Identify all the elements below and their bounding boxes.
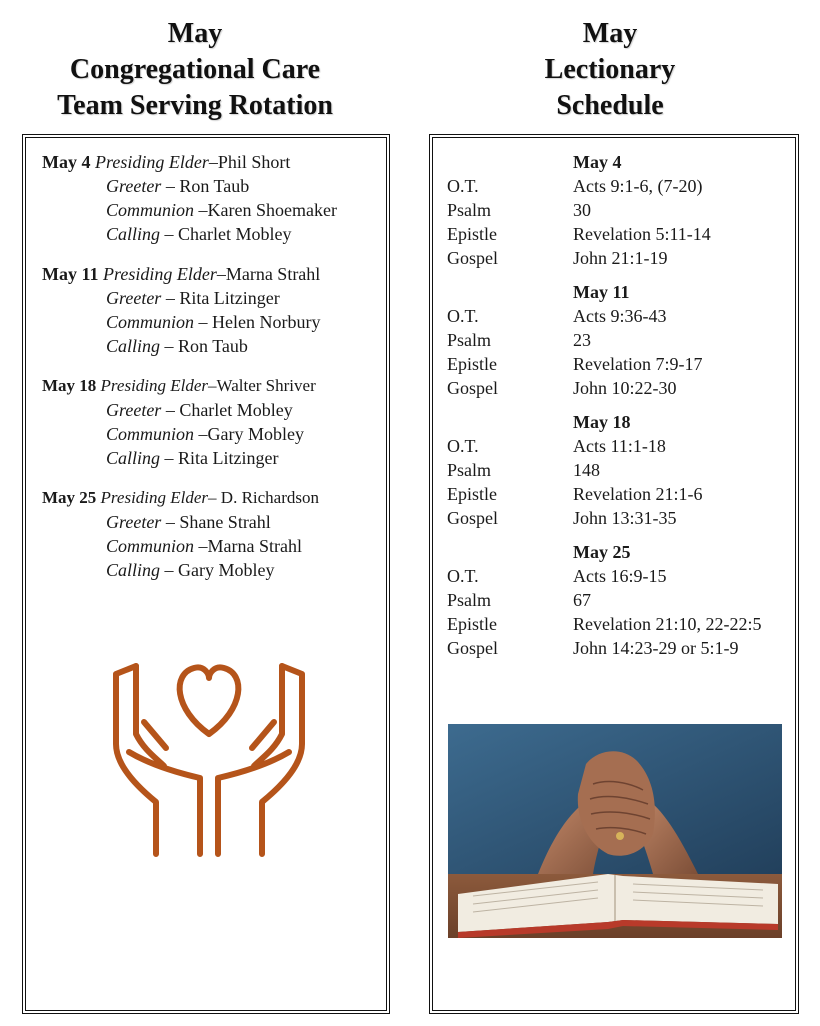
role-separator: – [208,152,218,172]
greeter-name: Charlet Mobley [179,400,293,420]
epistle-label: Epistle [447,354,497,374]
role-separator: – [160,448,179,468]
communion-name: Karen Shoemaker [207,200,337,220]
psalm-label: Psalm [447,200,492,220]
communion-role: Communion [106,424,195,444]
greeter-role: Greeter [106,400,162,420]
role-separator: – [194,424,208,444]
gospel-row [447,376,787,400]
psalm-label: Psalm [447,330,492,350]
ot-label: O.T. [447,566,479,586]
ot-row [447,564,787,588]
communion-name: Helen Norbury [212,312,321,332]
presiding-elder-name: Walter Shriver [216,376,316,395]
role-separator: – [160,224,179,244]
role-separator: – [161,400,180,420]
psalm-reading: 23 [573,330,591,350]
presiding-elder-role: Presiding Elder [100,488,209,507]
calling-role: Calling [106,560,161,580]
role-separator: – [208,376,217,395]
lectionary-heading-line3: Schedule [556,90,664,121]
hands-holding-heart-icon [104,654,314,864]
calling-name: Gary Mobley [178,560,275,580]
ot-reading: Acts 16:9-15 [573,566,667,586]
presiding-elder-role: Presiding Elder [100,376,209,395]
epistle-row [447,612,787,636]
gospel-label: Gospel [447,378,498,398]
ot-reading: Acts 9:36-43 [573,306,667,326]
greeter-role: Greeter [106,288,162,308]
gospel-row [447,506,787,530]
presiding-elder-name: D. Richardson [220,488,320,507]
calling-name: Ron Taub [178,336,248,356]
gospel-row [447,636,787,660]
rotation-panel [22,134,390,1014]
epistle-reading: Revelation 21:1-6 [573,484,703,504]
role-separator: – [194,200,208,220]
rotation-heading [20,16,370,124]
ot-reading: Acts 9:1-6, (7-20) [573,176,703,196]
lectionary-date: May 4 [573,152,622,172]
psalm-row [447,458,787,482]
lectionary-entry-may-11 [447,280,787,400]
role-separator: – [194,536,208,556]
gospel-label: Gospel [447,508,498,528]
psalm-row [447,328,787,352]
role-separator: – [216,264,226,284]
communion-role: Communion [106,312,195,332]
psalm-row [447,588,787,612]
greeter-name: Shane Strahl [179,512,271,532]
rotation-heading-line2: Congregational Care [69,54,321,85]
gospel-reading: John 13:31-35 [573,508,677,528]
lectionary-heading-line1: May [582,18,638,49]
lectionary-entry-may-25 [447,540,787,660]
gospel-row [447,246,787,270]
psalm-reading: 30 [573,200,591,220]
epistle-row [447,482,787,506]
rotation-heading-line1: May [167,18,223,49]
gospel-reading: John 10:22-30 [573,378,677,398]
rotation-entry-may-18 [42,374,387,470]
presiding-elder-name: Phil Short [217,152,291,172]
greeter-name: Ron Taub [179,176,250,196]
epistle-row [447,352,787,376]
calling-role: Calling [106,336,161,356]
greeter-name: Rita Litzinger [179,288,280,308]
rotation-entry-may-11 [42,262,387,358]
calling-role: Calling [106,224,161,244]
role-separator: – [194,312,213,332]
rotation-date: May 25 [42,488,97,507]
epistle-label: Epistle [447,614,497,634]
rotation-entry-may-4 [42,150,387,246]
gospel-reading: John 14:23-29 or 5:1-9 [573,638,739,658]
epistle-reading: Revelation 5:11-14 [573,224,711,244]
epistle-reading: Revelation 7:9-17 [573,354,703,374]
presiding-elder-role: Presiding Elder [103,264,217,284]
epistle-reading: Revelation 21:10, 22-22:5 [573,614,762,634]
role-separator: – [208,488,221,507]
gospel-label: Gospel [447,248,498,268]
role-separator: – [160,336,179,356]
rotation-heading-line3: Team Serving Rotation [57,90,333,121]
ot-row [447,434,787,458]
psalm-reading: 148 [573,460,600,480]
gospel-reading: John 21:1-19 [573,248,668,268]
ot-reading: Acts 11:1-18 [573,436,666,456]
epistle-label: Epistle [447,224,497,244]
psalm-label: Psalm [447,460,492,480]
lectionary-panel [429,134,799,1014]
epistle-row [447,222,787,246]
lectionary-date: May 25 [573,542,631,562]
lectionary-date: May 18 [573,412,631,432]
greeter-role: Greeter [106,512,162,532]
calling-role: Calling [106,448,161,468]
rotation-date: May 11 [42,264,99,284]
presiding-elder-name: Marna Strahl [225,264,321,284]
role-separator: – [161,288,180,308]
communion-name: Gary Mobley [207,424,304,444]
ot-label: O.T. [447,176,479,196]
lectionary-entry-may-4 [447,150,787,270]
calling-name: Rita Litzinger [178,448,279,468]
lectionary-entry-may-18 [447,410,787,530]
presiding-elder-role: Presiding Elder [95,152,209,172]
lectionary-heading-line2: Lectionary [544,54,676,85]
rotation-date: May 4 [42,152,91,172]
communion-role: Communion [106,536,195,556]
calling-name: Charlet Mobley [178,224,292,244]
gospel-label: Gospel [447,638,498,658]
communion-name: Marna Strahl [207,536,302,556]
communion-role: Communion [106,200,195,220]
ot-row [447,304,787,328]
ot-row [447,174,787,198]
praying-hands-on-bible-photo [448,724,782,938]
psalm-label: Psalm [447,590,492,610]
role-separator: – [161,512,180,532]
psalm-row [447,198,787,222]
lectionary-date: May 11 [573,282,630,302]
lectionary-heading [430,16,790,124]
rotation-entry-may-25 [42,486,387,582]
greeter-role: Greeter [106,176,162,196]
rotation-date: May 18 [42,376,97,395]
psalm-reading: 67 [573,590,591,610]
role-separator: – [161,176,180,196]
ot-label: O.T. [447,436,479,456]
ot-label: O.T. [447,306,479,326]
role-separator: – [160,560,179,580]
epistle-label: Epistle [447,484,497,504]
